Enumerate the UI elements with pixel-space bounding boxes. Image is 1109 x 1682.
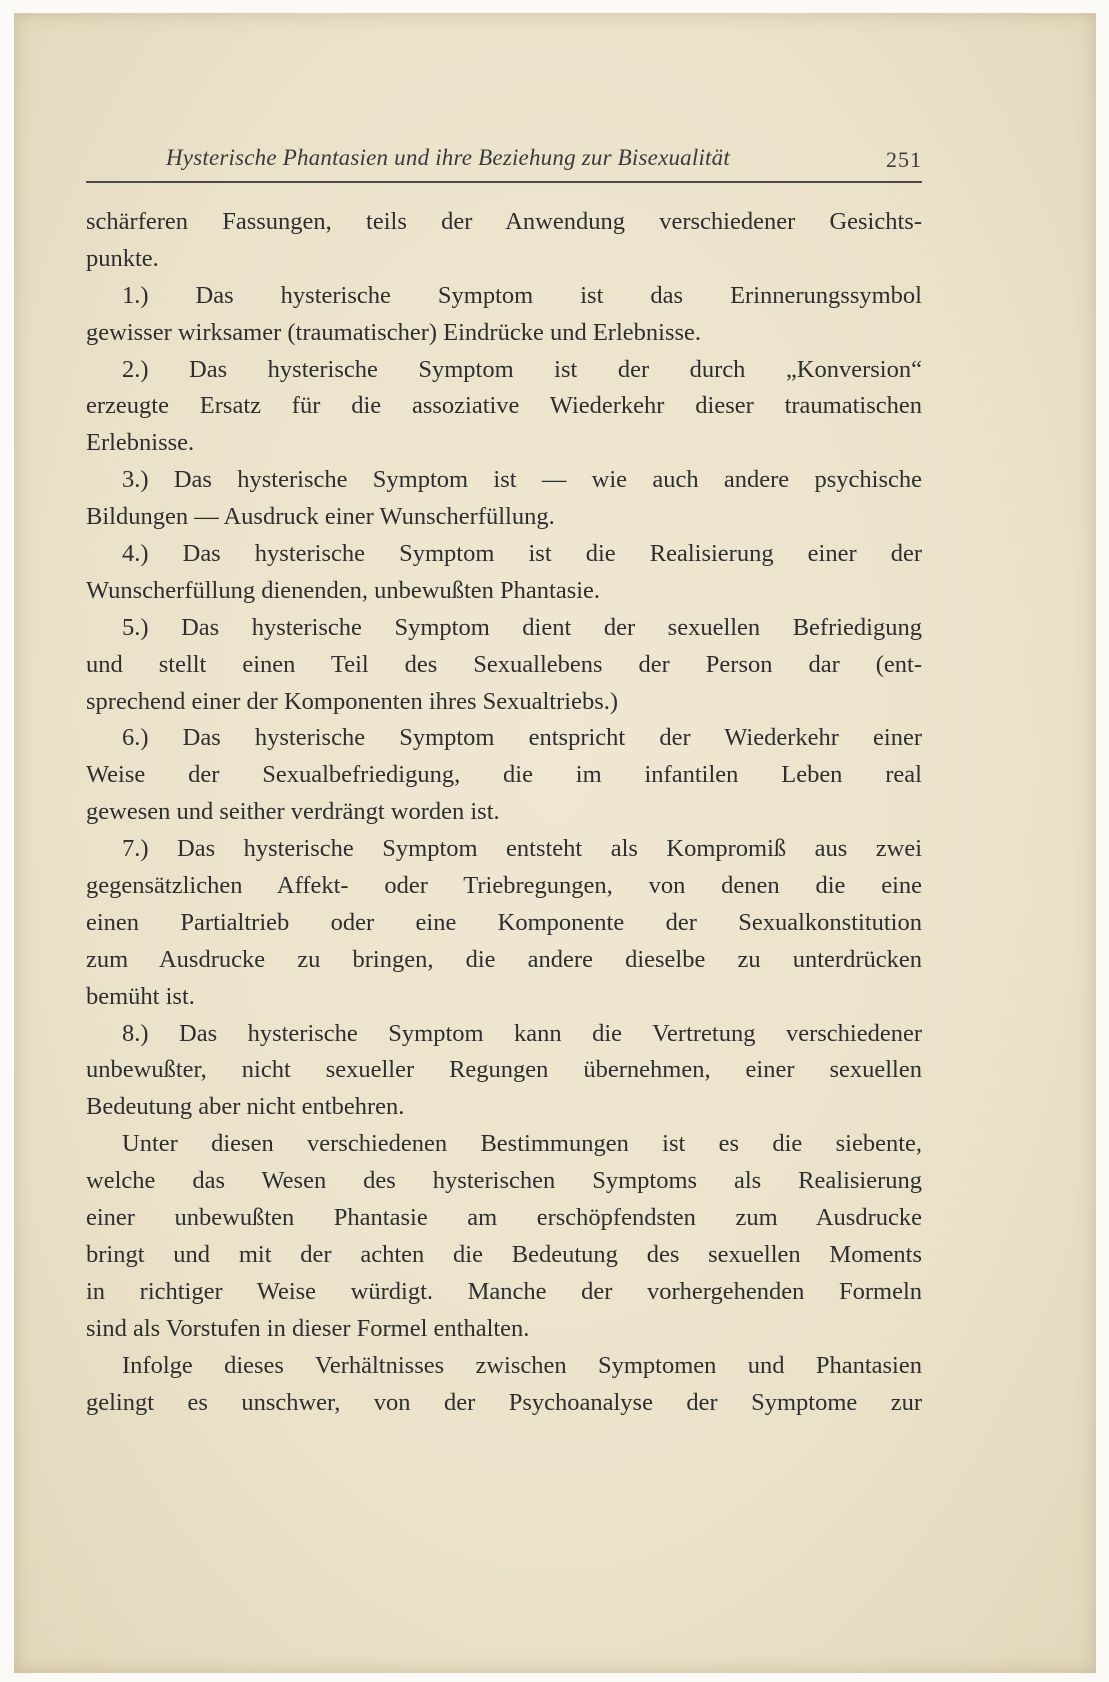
text-line: 4.) Das hysterische Symptom ist die Realisierung einer der [122, 540, 922, 568]
text-line: 7.) Das hysterische Symptom entsteht als Kompromiß aus zwei [122, 835, 922, 863]
text-line: gewesen und seither verdrängt worden ist. [86, 798, 500, 826]
paragraph [86, 463, 922, 537]
text-line: einer unbewußten Phantasie am erschöpfendsten zum Ausdrucke [86, 1204, 922, 1232]
paragraph [86, 205, 922, 279]
paragraph [86, 1127, 922, 1348]
paragraph [86, 537, 922, 611]
text-line: welche das Wesen des hysterischen Symptoms als Realisierung [86, 1167, 922, 1195]
text-line: 8.) Das hysterische Symptom kann die Vertretung verschiedener [122, 1019, 922, 1047]
text-line: 6.) Das hysterische Symptom entspricht der Wiederkehr einer [122, 724, 922, 752]
text-line: sprechend einer der Komponenten ihres Sexualtriebs.) [86, 687, 619, 715]
text-line: Unter diesen verschiedenen Bestimmungen ist es die siebente, [122, 1130, 922, 1158]
paragraph [86, 611, 922, 722]
text-line: 1.) Das hysterische Symptom ist das Erinnerungssymbol [122, 281, 922, 309]
text-line: erzeugte Ersatz für die assoziative Wiederkehr dieser traumatischen [86, 392, 922, 420]
text-line: bemüht ist. [86, 982, 195, 1010]
running-title: Hysterische Phantasien und ihre Beziehung zur Bisexualität [166, 145, 730, 170]
paragraph [86, 1017, 922, 1128]
running-header [86, 145, 922, 175]
text-line: 2.) Das hysterische Symptom ist der durch „Konversion“ [122, 355, 922, 383]
header-rule [86, 181, 922, 183]
text-line: 5.) Das hysterische Symptom dient der sexuellen Befriedigung [122, 613, 922, 641]
text-line: gewisser wirksamer (traumatischer) Eindrücke und Erlebnisse. [86, 318, 702, 346]
text-line: einen Partialtrieb oder eine Komponente der Sexualkonstitution [86, 908, 922, 936]
paragraph [86, 353, 922, 464]
text-line: Bedeutung aber nicht entbehren. [86, 1093, 405, 1121]
text-line: Bildungen — Ausdruck einer Wunscherfüllung. [86, 503, 555, 531]
text-line: Weise der Sexualbefriedigung, die im infantilen Leben real [86, 761, 922, 789]
text-line: Wunscherfüllung dienenden, unbewußten Phantasie. [86, 576, 601, 604]
text-line: Infolge dieses Verhältnisses zwischen Symptomen und Phantasien [122, 1351, 922, 1379]
text-line: gegensätzlichen Affekt- oder Triebregungen, von denen die eine [86, 872, 922, 900]
text-line: und stellt einen Teil des Sexuallebens der Person dar (ent- [86, 650, 922, 678]
text-line: 3.) Das hysterische Symptom ist — wie auch andere psychische [122, 466, 922, 494]
text-line: zum Ausdrucke zu bringen, die andere dieselbe zu unterdrücken [86, 945, 922, 973]
text-line: bringt und mit der achten die Bedeutung des sexuellen Moments [86, 1240, 922, 1268]
paragraph [86, 1349, 922, 1423]
paragraph [86, 832, 922, 1016]
text-line: schärferen Fassungen, teils der Anwendung verschiedener Gesichts- [86, 208, 922, 235]
text-line: in richtiger Weise würdigt. Manche der vorhergehenden Formeln [86, 1277, 922, 1305]
text-line: punkte. [86, 244, 159, 272]
paragraph [86, 279, 922, 353]
body-text [86, 205, 922, 1422]
page-number: 251 [886, 147, 922, 172]
text-line: Erlebnisse. [86, 429, 195, 457]
text-line: gelingt es unschwer, von der Psychoanalyse der Symptome zur [86, 1388, 922, 1416]
paragraph [86, 721, 922, 832]
text-line: unbewußter, nicht sexueller Regungen übernehmen, einer sexuellen [86, 1056, 922, 1084]
text-line: sind als Vorstufen in dieser Formel enthalten. [86, 1314, 530, 1342]
